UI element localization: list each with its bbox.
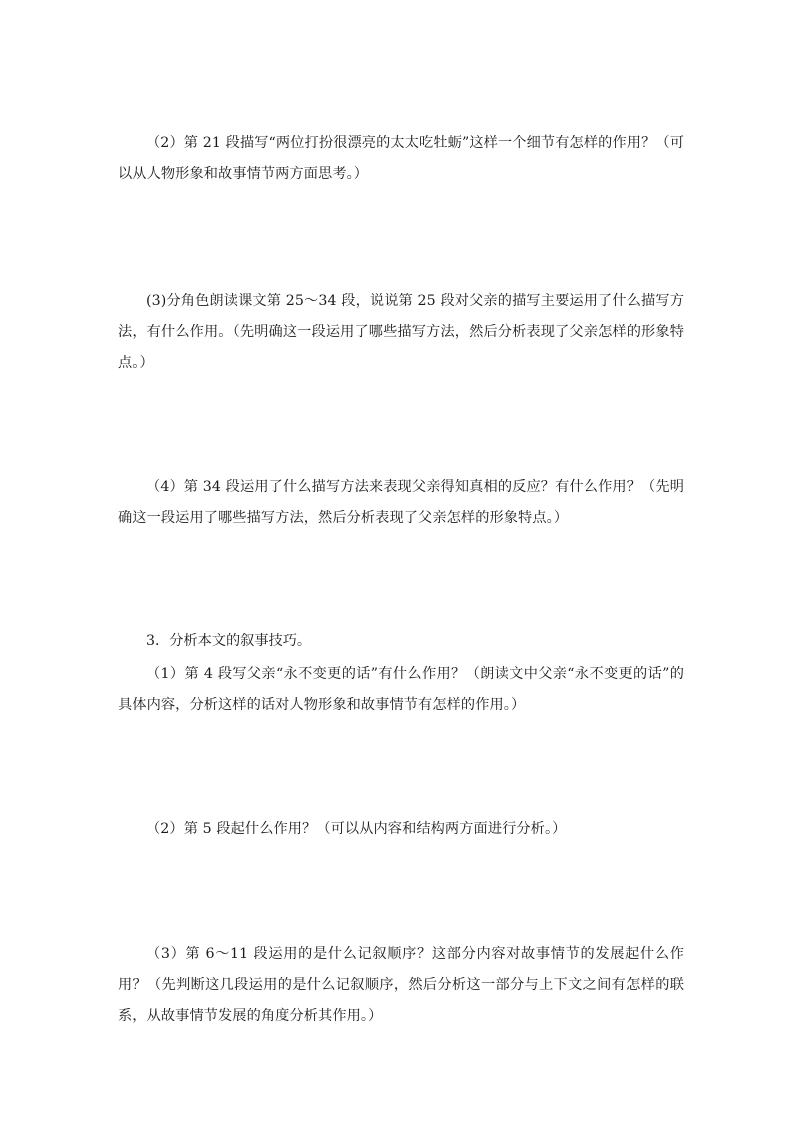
- question-2-paragraph-21: （2）第 21 段描写“两位打扮很漂亮的太太吃牡蛎”这样一个细节有怎样的作用？（可以从人物形象和故事情节两方面思考。）: [118, 135, 684, 182]
- section-3-question-1: （1）第 4 段写父亲“永不变更的话”有什么作用？（朗读文中父亲“永不变更的话”的具体内容，分析这样的话对人物形象和故事情节有怎样的作用。）: [118, 666, 684, 713]
- section-3-question-3: （3）第 6～11 段运用的是什么记叙顺序？这部分内容对故事情节的发展起什么作用？（先判断这几段运用的是什么记叙顺序，然后分析这一部分与上下文之间有怎样的联系，从故事情节发展的角度分析其作用。）: [118, 946, 684, 1024]
- section-3-heading: 3．分析本文的叙事技巧。: [146, 633, 312, 649]
- section-3-question-2: （2）第 5 段起什么作用？（可以从内容和结构两方面进行分析。）: [146, 821, 567, 837]
- question-3-paragraph-25: (3)分角色朗读课文第 25～34 段，说说第 25 段对父亲的描写主要运用了什么描写方法，有什么作用。（先明确这一段运用了哪些描写方法，然后分析表现了父亲怎样的形象特点。）: [118, 293, 684, 371]
- question-4-paragraph-34: （4）第 34 段运用了什么描写方法来表现父亲得知真相的反应？有什么作用？（先明确这一段运用了哪些描写方法，然后分析表现了父亲怎样的形象特点。）: [118, 479, 684, 526]
